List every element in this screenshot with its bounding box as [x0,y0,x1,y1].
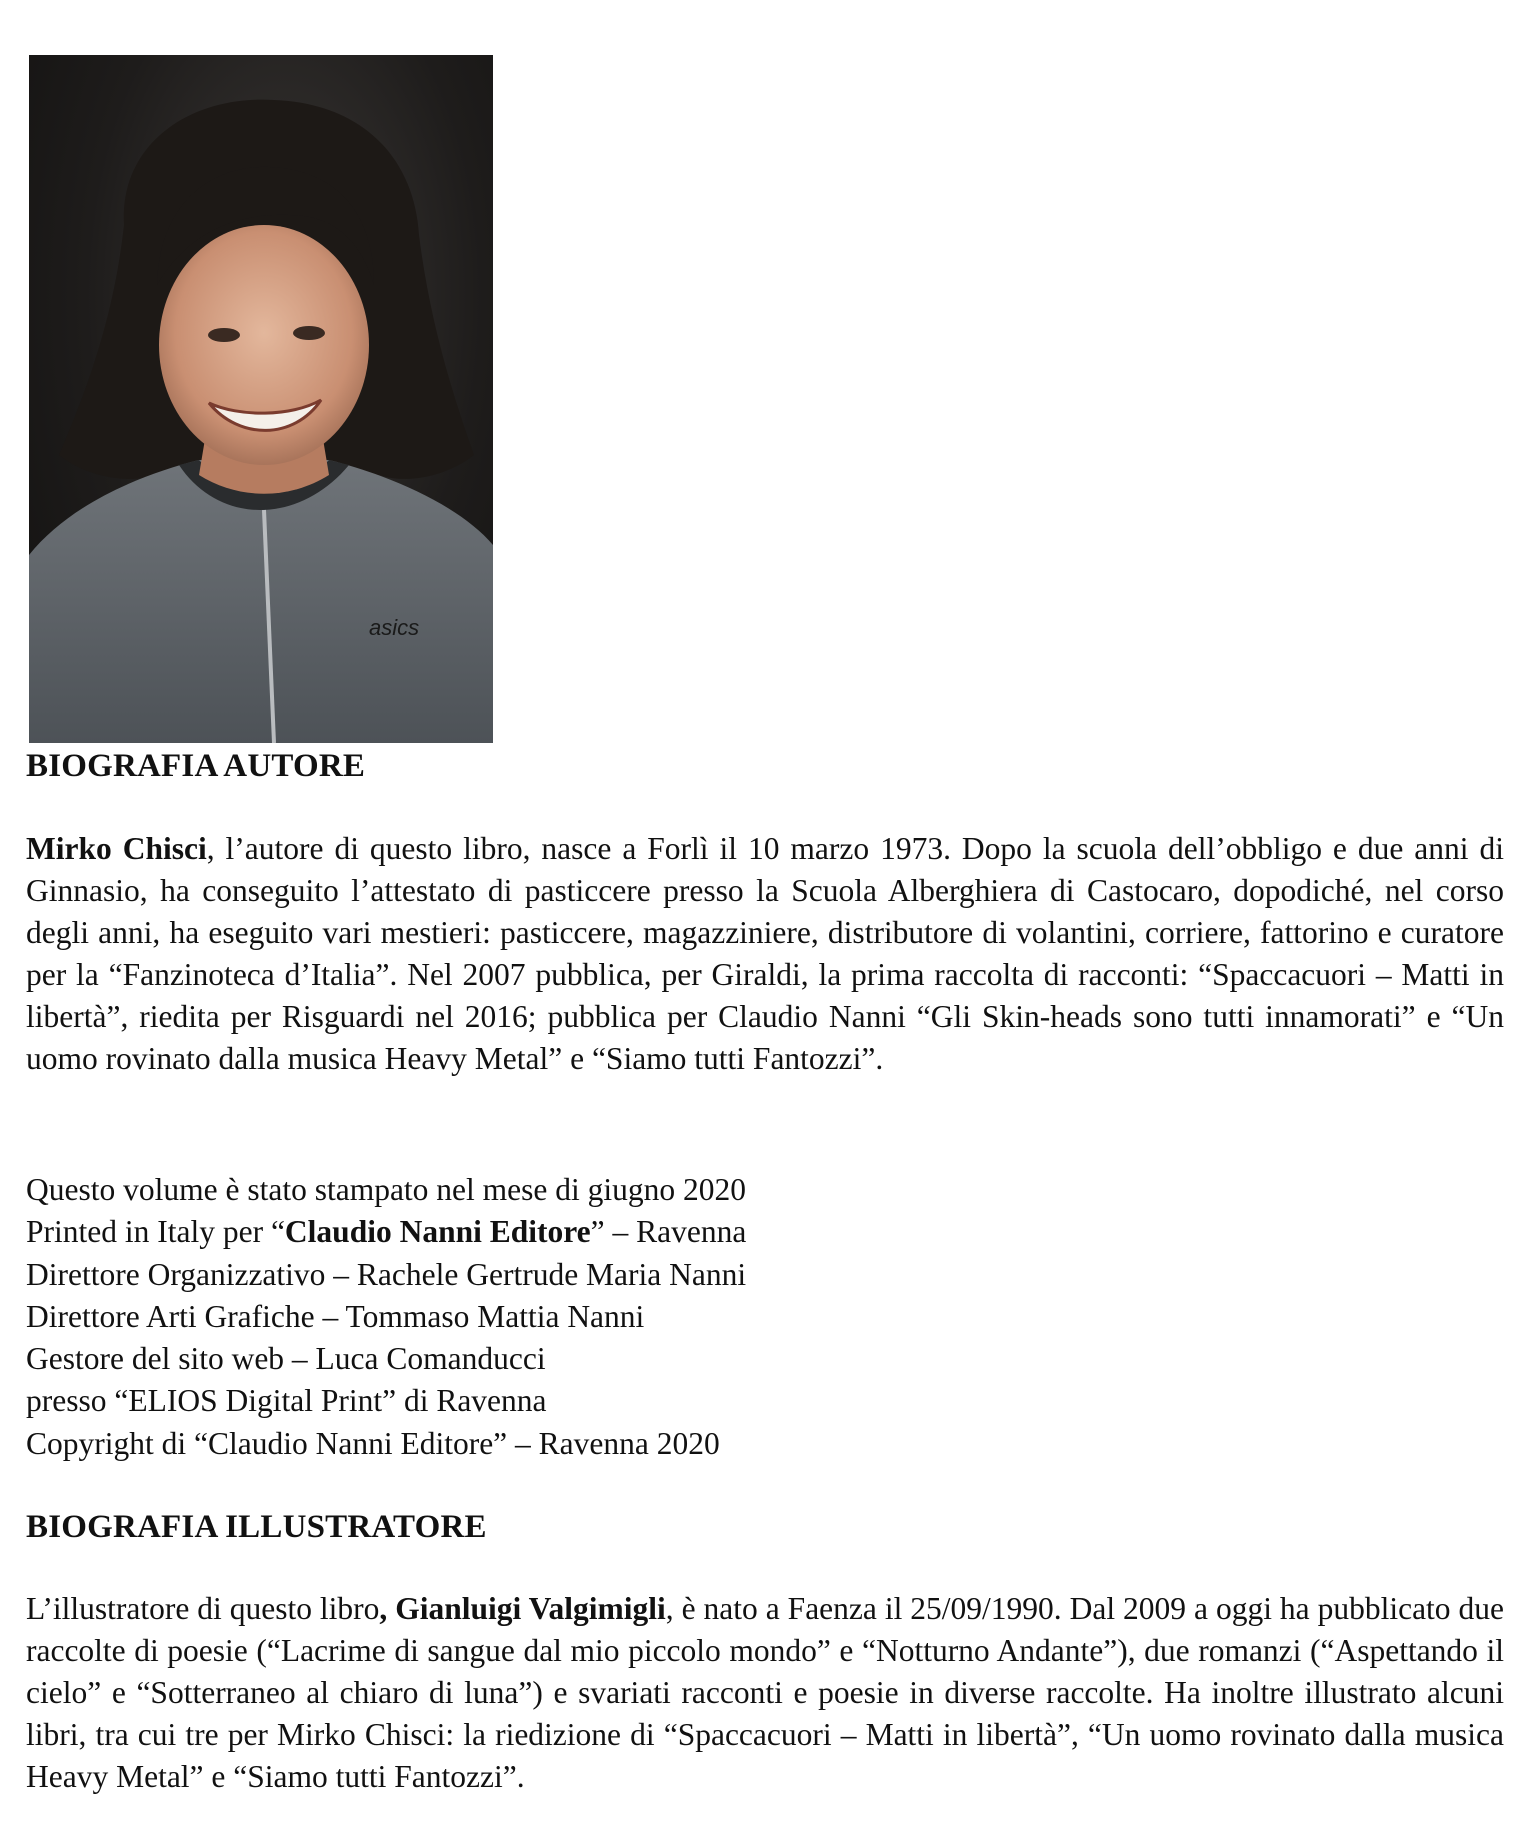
illustrator-bio-pre: L’illustratore di questo libro [26,1591,380,1626]
colophon-publisher-name: Claudio Nanni Editore [284,1214,591,1250]
colophon-art-director: Direttore Arti Grafiche – Tommaso Mattia Nanni [26,1298,645,1334]
jacket-logo: asics [369,615,420,640]
colophon-printer: presso “ELIOS Digital Print” di Ravenna [26,1383,547,1419]
author-bio-heading: BIOGRAFIA AUTORE [26,748,366,784]
author-portrait-icon [29,55,493,743]
author-photo [29,55,493,743]
illustrator-bio-text [26,1588,1504,1798]
author-bio-body: , l’autore di questo libro, nasce a Forlì il 10 marzo 1973. Dopo la scuola dell’obbligo e due anni di Ginnasio, ha conseguito l’attestato di pasticcere presso la Scuola Alberghiera di Castocaro, dopodiché, nel corso degli anni, ha eseguito vari mestieri: pasticcere, magazziniere, distributore di volantini, corriere, fattorino e curatore per la “Fanzinoteca d’Italia”. Nel 2007 pubblica, per Giraldi, la prima raccolta di racconti: “Spaccacuori – Matti in libertà”, riedita per Risguardi nel 2016; pubblica per Claudio Nanni “Gli Skin-heads sono tutti innamorati” e “Un uomo rovinato dalla musica Heavy Metal” e “Siamo tutti Fantozzi”. [26,831,1504,1076]
author-bio-text [26,828,1504,1080]
colophon-webmaster: Gestore del sito web – Luca Comanducci [26,1341,546,1377]
author-name: Mirko Chisci [26,831,207,866]
colophon-publisher-post: ” – Ravenna [590,1214,747,1250]
illustrator-bio-body: , è nato a Faenza il 25/09/1990. Dal 2009 a oggi ha pubblicato due raccolte di poesie (“Lacrime di sangue dal mio piccolo mondo” e “Notturno Andante”), due romanzi (“Aspettando il cielo” e “Sotterraneo al chiaro di luna”) e svariati racconti e poesie in diverse raccolte. Ha inoltre illustrato alcuni libri, tra cui tre per Mirko Chisci: la riedizione di “Spaccacuori – Matti in libertà”, “Un uomo rovinato dalla musica Heavy Metal” e “Siamo tutti Fantozzi”. [26,1591,1504,1794]
illustrator-name: , Gianluigi Valgimigli [379,1591,666,1626]
colophon-copyright: Copyright di “Claudio Nanni Editore” – Ravenna 2020 [26,1425,720,1461]
colophon-publisher-pre: Printed in Italy per “ [26,1214,285,1250]
colophon [26,1169,746,1465]
colophon-organizational-director: Direttore Organizzativo – Rachele Gertrude Maria Nanni [26,1256,747,1292]
colophon-print-date: Questo volume è stato stampato nel mese di giugno 2020 [26,1172,747,1207]
colophon-publisher [26,1211,746,1253]
illustrator-bio-heading: BIOGRAFIA ILLUSTRATORE [26,1509,487,1545]
